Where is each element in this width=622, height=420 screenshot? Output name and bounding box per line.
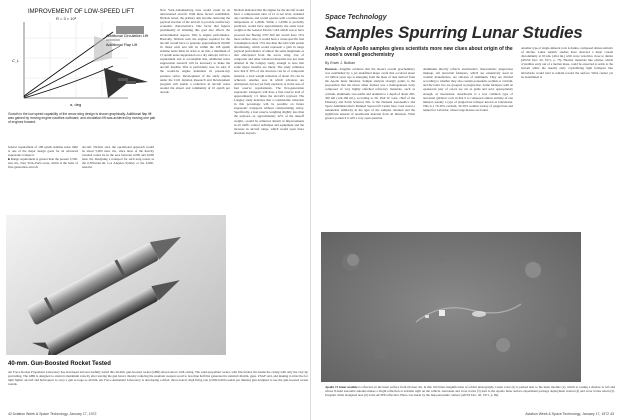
lunar-photo-svg [321,232,581,382]
lunar-surface-photo [321,232,581,382]
left-footer: 42 Aviation Week & Space Technology, January 17, 1972 [8,412,97,416]
headline: Samples Spurring Lunar Studies [325,23,583,42]
right-footer: Aviation Week & Space Technology, January 17, 1972 43 [525,412,614,416]
left-column-3: New York–Johannesburg runs would result in an unwarranted aircraft. With these factors established, Nichols noted, the primary aim became removing the payload fraction of the aircraft to provide satisfactory economic characteristics. One factor that figures prominently in attaining this goal also affects the environmental aspects. This is engine performance. Basically, Nichols said, the engines required for the aircraft would have to generate approximately 60,000 lb. thrust each and still be within the 108 epndb sideline noise limit. In order to do this, a minimum of 15 epndb noise suppression on a dry turbojet will be a requirement and to accomplish this, additional noise suppression research will be necessary to make the aircraft feasible. This is particularly true, he said, if the would-be engine maintains its present-day pressure ratios. Development of the study engine under the Civil Aviation Research and Development program will enable a reduction in aircraft noise around the airport and community of 10 epndb per decade. [160,8,230,94]
lift-chart-svg [8,6,156,110]
bullet-icon: ■ [8,157,11,162]
left-column-1 [8,145,78,207]
rocket-photo-svg [6,215,226,355]
col1-text: —Tangible evidence that the moon's overall geochemistry was established by a yet undefined major event that occurred about 4.5 billion years ago is emerging from the mass of data derived from the Apollo lunar missions. Sample analysis strongly points to the proposition that the moon when formed was a homogeneous body composed of very highly enriched refractory materials, such as calcium, aluminum, rare-earths and uranium to a depth of about 200-300 km (124-186 mi.), according to Dr. Paul W. Gast, chief of the Planetary and Earth Sciences Div. at the National Aeronautics and Space Administration's Manned Spacecraft Center here. Gast noted a remarkable similarity in the ages of the samples returned and the significant amount of anorthosite material from all missions. What greater portion it is still a very open question. [325,67,415,121]
rocket-title: 40-mm. Gun-Boosted Rocket Tested [8,361,111,367]
byline: By Erwin J. Bulban [325,61,356,65]
callout-circulation: Additional Circulation Lift [106,34,148,38]
left-column-4: Nichols indicated that the engine for the aircraft would have a compression ratio of 12 at sea level, standard day conditions, and would operate with a turbine inlet temperature of 1,200K. While a 1,200K is probably predicted, would have approximately the same basic weight as the General Electric GE4 which was to have powered the Boeing 2707-300 but would have 10% more airflow. Also, it would have a cruise specific fuel consumption about 15% less than the GE4 with partial afterburning, which would represent a gain in range payload performance of almost the same magnitude as that anticipated from the arrow wing. Use of composite and other advanced materials has not been detailed in the Langley study, enough to note that some major benefits are likely. The study estimates now that if 30% of the structure can be of composite material, a total weight reduction of about 4% can be achieved. Another area in which advances are anticipated, but not yet fully explored, is in the area of fuel reserve requirements. The first-generation supersonic transports will have a fuel reserve load of approximately 1.5 times the aircraft's payload. The Langley study indicates that a considerable reduction in this percentage will be possible on future supersonic transports without compromising safety. Specifically, a fuel reserve weighing slightly less than the payload—or approximately 42% of the takeoff weight—would be achieved. Result of improvements in air traffic control technique and equipment and the increase in aircraft range, which would open more alternate airports. [234,8,304,135]
alsep-reflection [472,311,486,317]
rover-marker [425,315,429,318]
chart-param: R = 3 × 10⁶ [56,16,77,21]
lunar-module-marker [439,310,445,316]
right-column-3: Another type of single-mineral rock is dunite, composed almost entirely of olivine. Lunar seismic studies have detected a lunar crustal discontinuity at 65 km. (40.4 mi.) with wave velocities close to dunite (AWST Dec. 20, 1971, p. 73). Heavier materials like olivine, which crystallize early out of a molten mass, could be expected to settle to the bottom while the usually early crystallizing light feldspars like labradorite would tend to remain toward the surface. What cannot yet be determined is [521,46,613,79]
chart-caption: Growth in the low speed capability of the arrow wing design is shown graphically. Additional flap lift was gained by moving engine nacelles outboard, and circulation lift was achieved by moving one pair of engines forward. [8,112,156,125]
rocket-photo [6,215,226,355]
moon-caption-lead: Apollo 15 lunar module [325,385,358,389]
low-speed-lift-chart [8,6,156,110]
rocket-caption: Air Force Rocket Propulsion Laboratory has developed and successfully tested this 40-mm. gun-boosted rocket (GBR) shown above with casing. The solid-propellant rocket, with fins folded, fits inside the casing with only the very tip protruding. The GBR is designed to attain its maximum velocity after leaving the gun barrel, thereby reducing the resultant weapon recoil to less than half that generated in standard 40-mm. guns. USAF said, and making it attractive for light fighter aircraft and helicopters to carry a gun as large as 40 mm. Air Force Armament Laboratory is developing a rifled, throw-barrel, high firing rate (2,000-6,000 rounds per minute) gun designed to use the gun-boosted rocket rounds. [8,370,308,387]
moon-caption-text: is reflected on the lunar surface from 60 naut. mi. in this 100 times magnification of orbital photography. Lunar rover (2) is parked next to the lunar module (1), which is casting a shadow to left and whose 8-band stereotile antenna makes a bright reflection at extreme right on the vehicle. Astronaut and rover tracks (3) lead to the Apollo lunar surface experiment package deployment station (4) and rover tracks return (5). Irregular white elongated area (6) is the ALSEP reflection. Photo was made by the Itek panoramic camera (AWST Dec. 20, 1971, p. 69). [325,385,615,398]
left-column-2: aircraft. Nichols said, the operational approach would be about 5,000 naut. mi., since most of the heavily traveled routes lie in the area between 4,000 and 6,000 naut. mi. Designing a transport for such long routes as the 6,500-naut.mi. Los Angeles–Sydney or the 6,900-naut.mi. [82,145,154,170]
right-page [311,0,622,420]
chart-x-label: α, deg [70,102,82,107]
chart-title: IMPROVEMENT OF LOW-SPEED LIFT [28,9,135,15]
col1-text: federal requirement of 108 epndb sideline noise limit is one of the major design goals for an advanced supersonic transport. [8,145,78,158]
aircraft-top-view-icon [116,26,144,34]
callout-flap: Additional Flap Lift [106,43,138,47]
lunar-photo-caption [325,385,615,397]
section-label: Space Technology [325,14,387,21]
chart-y-label: C_L [12,58,20,63]
col1-bullet-text: Range requirement is greater than the present 3,500-nau. mi., New York–Paris route, which is the basis of first-generation aircraft. [8,157,78,170]
deck: Analysis of Apollo samples gives scientists more new clues about origin of the moon's overall geochemistry [325,46,513,58]
dateline: Houston [325,67,337,71]
right-column-1 [325,67,415,227]
right-column-2: Aluminum directly reflects anorthosite's characteristic plagioclase makeup. All terrestrial feldspars, which are extensively used in ceramic manufacture, are silicates of aluminum. They are divided according to whether they also contain potassium, sodium or calcium, and the latter two are grouped as plagioclase. Some feldspars with an opalescent play of colors are cut as gems and sold, appropriately enough, as moonstone. Anorthosite is a less common type of terrestrial gabbroic rock in that it is composed almost entirely of one mineral, usually a type of plagioclase feldspar known as labradorite. This is a 70-30% calcium, 30-30% sodium variety of plagioclase and named for Labrador, where large masses are found. [423,67,513,112]
